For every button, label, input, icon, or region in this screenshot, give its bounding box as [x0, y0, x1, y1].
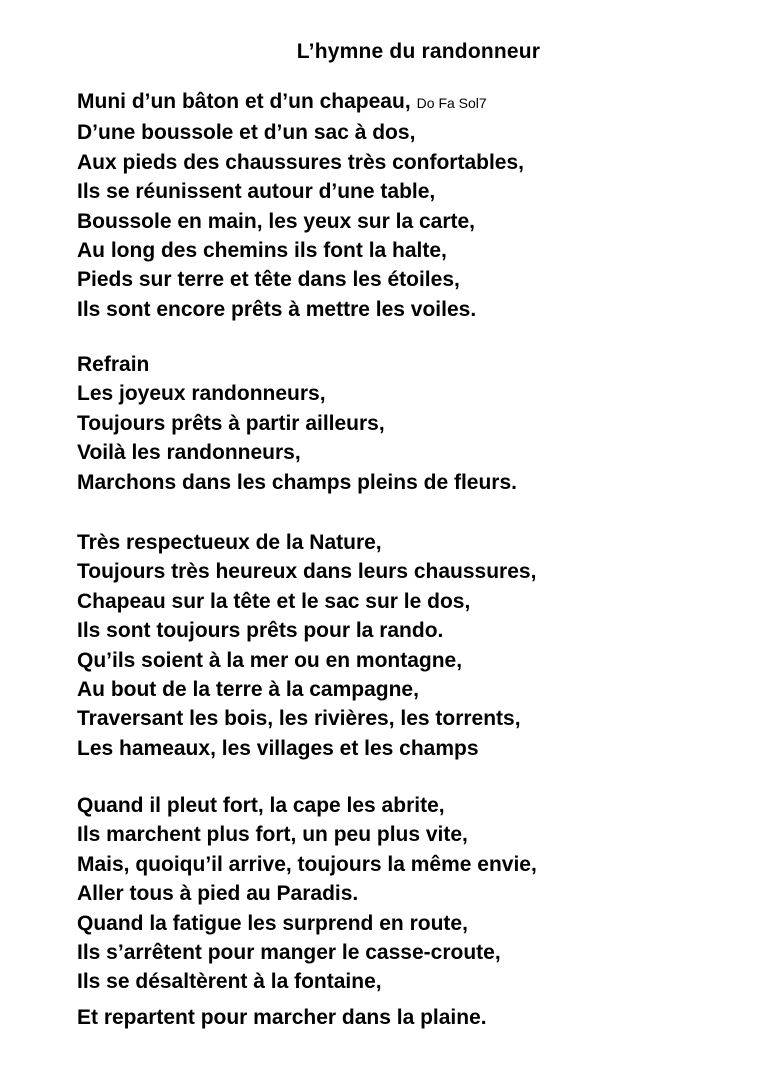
verse-line: Boussole en main, les yeux sur la carte, — [77, 209, 476, 233]
stanza-1 — [77, 87, 524, 324]
song-title: L’hymne du randonneur — [296, 40, 541, 63]
verse-line: Quand il pleut fort, la cape les abrite, — [77, 794, 445, 817]
verse-line: Pieds sur terre et tête dans les étoiles, — [77, 268, 460, 292]
refrain-label: Refrain — [77, 353, 150, 376]
verse-line: Mais, quoiqu’il arrive, toujours la même envie, — [77, 852, 537, 876]
verse-line: Au long des chemins ils font la halte, — [77, 239, 447, 263]
verse-line — [77, 87, 524, 118]
verse-line: Aux pieds des chaussures très confortables, — [77, 150, 524, 174]
verse-line: Ils se désaltèrent à la fontaine, — [77, 970, 382, 994]
chord-annotation: Do Fa Sol7 — [416, 95, 487, 111]
verse-line: Quand la fatigue les surprend en route, — [77, 911, 468, 935]
stanza-3 — [77, 791, 537, 1032]
refrain-line: Marchons dans les champs pleins de fleurs. — [77, 470, 517, 494]
refrain-line: Toujours prêts à partir ailleurs, — [77, 411, 385, 435]
verse-line: Traversant les bois, les rivières, les torrents, — [77, 707, 521, 731]
verse-line: Qu’ils soient à la mer ou en montagne, — [77, 648, 463, 672]
verse-line: D’une boussole et d’un sac à dos, — [77, 121, 416, 145]
verse-line: Ils sont encore prêts à mettre les voiles. — [77, 297, 477, 321]
verse-line: Très respectueux de la Nature, — [77, 531, 382, 554]
verse-line-text: Muni d’un bâton et d’un chapeau, — [77, 90, 411, 113]
refrain-line: Les joyeux randonneurs, — [77, 382, 326, 406]
stanza-2 — [77, 528, 536, 763]
verse-line: Et repartent pour marcher dans la plaine. — [77, 1005, 487, 1029]
verse-line: Les hameaux, les villages et les champs — [77, 736, 479, 760]
verse-line: Ils sont toujours prêts pour la rando. — [77, 619, 444, 643]
verse-line: Aller tous à pied au Paradis. — [77, 882, 359, 906]
verse-line: Toujours très heureux dans leurs chaussures, — [77, 560, 537, 584]
verse-line: Ils s’arrêtent pour manger le casse-croute, — [77, 941, 501, 965]
verse-line: Ils marchent plus fort, un peu plus vite, — [77, 823, 468, 847]
verse-line: Ils se réunissent autour d’une table, — [77, 180, 436, 204]
refrain-line: Voilà les randonneurs, — [77, 441, 301, 465]
refrain — [77, 350, 517, 497]
verse-line: Chapeau sur la tête et le sac sur le dos, — [77, 589, 471, 613]
verse-line: Au bout de la terre à la campagne, — [77, 678, 419, 702]
